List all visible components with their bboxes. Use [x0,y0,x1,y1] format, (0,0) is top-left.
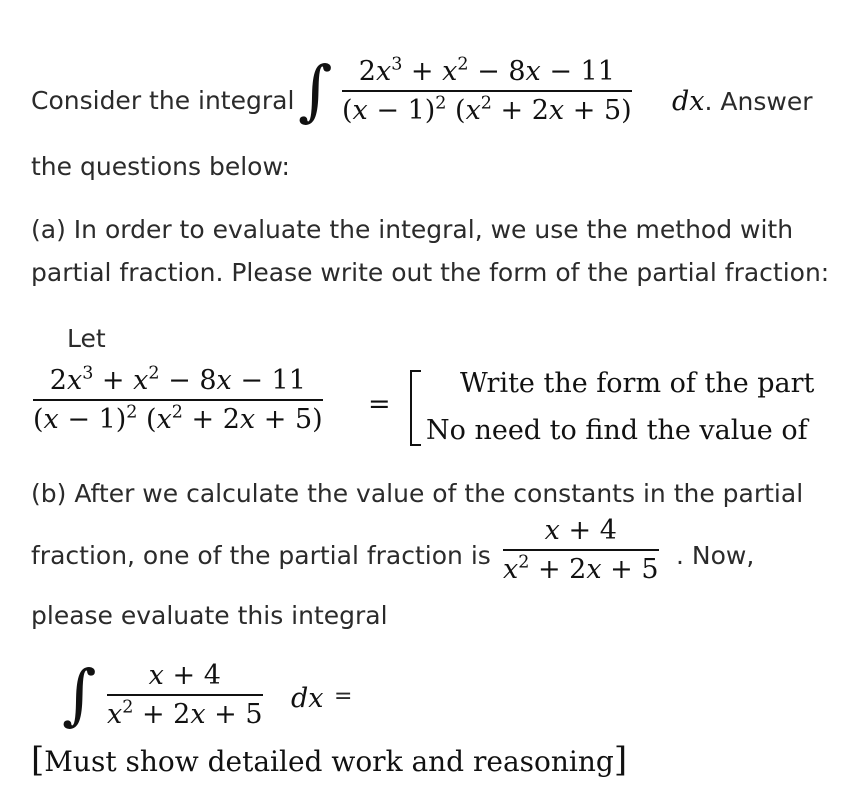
part-b-integral-fraction [107,662,263,728]
fraction-bar [33,399,323,401]
part-a-fraction-numerator: $2x^3 + x^2 - 8x - 11$ [49,363,306,396]
answer-prompt: [Must show detailed work and reasoning] [31,740,628,780]
part-b-integral-denominator: $x^2 + 2x + 5$ [107,697,263,730]
part-b-line-3: please evaluate this integral [31,601,388,630]
intro-text-before: Consider the integral [31,86,295,115]
answer-line-1: Write the form of the part [460,368,815,399]
part-b-line-1: (b) After we calculate the value of the constants in the partial [31,479,804,508]
part-b-line-2-after: . Now, [676,541,755,570]
intro-fraction [342,54,632,126]
let-label: Let [67,324,106,353]
integral-sign: ∫ [62,656,97,733]
fraction-bar [503,549,659,551]
part-b-fraction-denominator: $x^2 + 2x + 5$ [503,552,659,585]
part-a-fraction [33,363,323,435]
equals-sign: = [368,389,391,420]
answer-bracket-left [410,370,421,446]
part-a-line-1: (a) In order to evaluate the integral, we use the method with [31,215,794,244]
part-b-fraction-numerator: x + 4 [544,515,617,546]
part-b-integral-numerator: x + 4 [148,660,221,691]
part-a-fraction-denominator: $(x - 1)^2$ $(x^2 + 2x + 5)$ [33,402,323,435]
integral-dx: dx [291,683,324,714]
answer-prompt-text: Must show detailed work and reasoning [44,745,614,778]
intro-fraction-numerator: $2x^3 + x^2 - 8x - 11$ [358,54,615,87]
intro-fraction-denominator: $(x - 1)^2$ $(x^2 + 2x + 5)$ [342,93,632,126]
intro-text-after: dx. Answer [672,86,813,117]
part-a-line-2: partial fraction. Please write out the form of the partial fraction: [31,258,830,287]
fraction-bar [342,90,632,92]
part-b-fraction [503,517,659,583]
integral-equals: = [334,684,353,709]
integral-sign: ∫ [298,52,333,129]
part-b-line-2-before: fraction, one of the partial fraction is [31,541,491,570]
fraction-bar [107,694,263,696]
intro-line-2: the questions below: [31,152,290,181]
answer-line-2: No need to find the value of [426,415,808,446]
